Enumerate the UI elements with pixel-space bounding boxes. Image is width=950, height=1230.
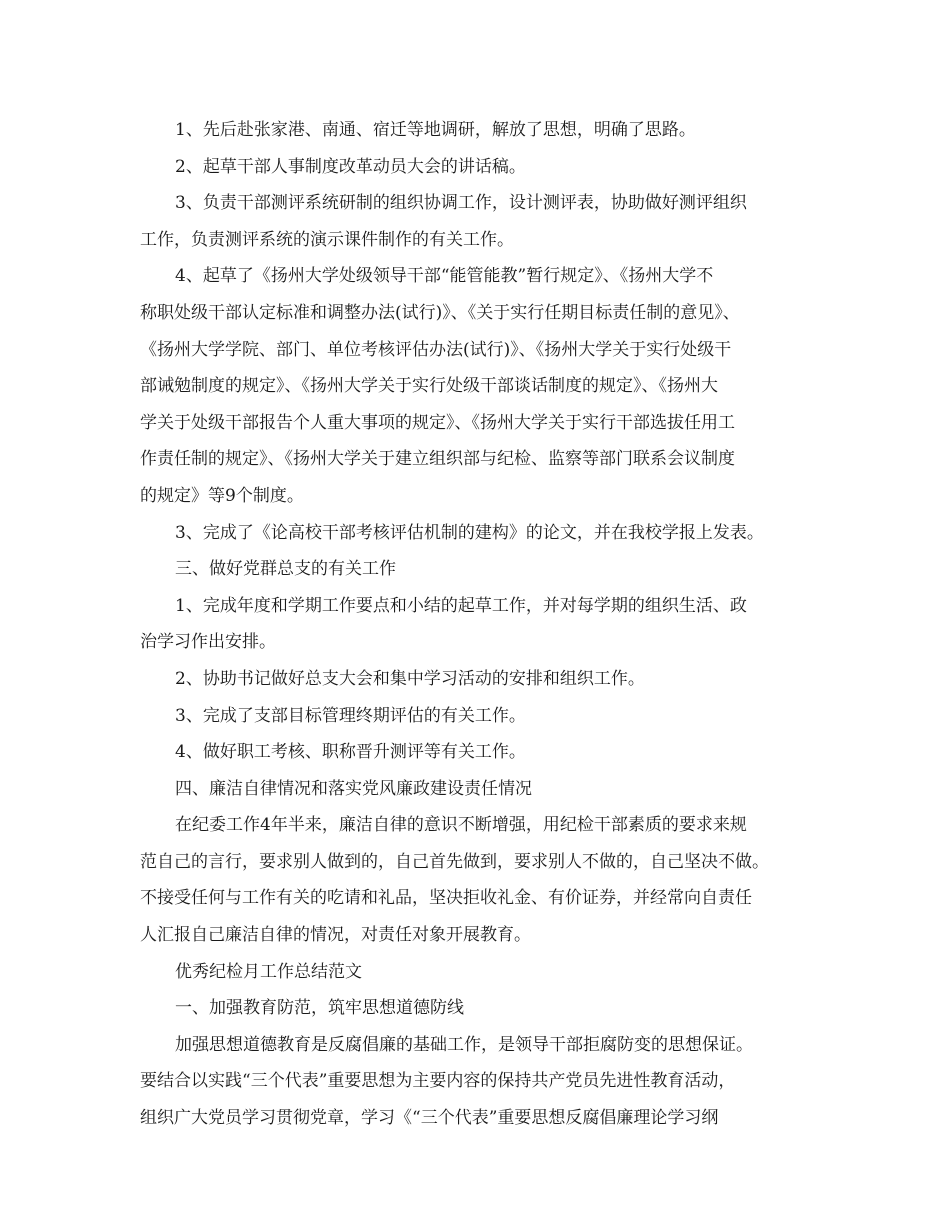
text-line: 3、完成了《论高校干部考核评估机制的建构》的论文，并在我校学报上发表。 xyxy=(175,522,764,543)
text-line: 学关于处级干部报告个人重大事项的规定》、《扬州大学关于实行干部选拔任用工 xyxy=(140,412,735,433)
text-line: 3、负责干部测评系统研制的组织协调工作，设计测评表，协助做好测评组织 xyxy=(175,193,747,214)
text-line: 不接受任何与工作有关的吃请和礼品，坚决拒收礼金、有价证券，并经常向自责任 xyxy=(140,888,752,909)
text-line: 一、加强教育防范，筑牢思想道德防线 xyxy=(175,998,464,1019)
text-line: 作责任制的规定》、《扬州大学关于建立组织部与纪检、监察等部门联系会议制度 xyxy=(140,449,735,470)
text-line: 1、先后赴张家港、南通、宿迁等地调研，解放了思想，明确了思路。 xyxy=(175,120,696,140)
text-line: 《扬州大学学院、部门、单位考核评估办法(试行)》、《扬州大学关于实行处级干 xyxy=(140,339,732,360)
text-line: 组织广大党员学习贯彻党章，学习《“三个代表”重要思想反腐倡廉理论学习纲 xyxy=(140,1108,719,1129)
text-line: 4、起草了《扬州大学处级领导干部“能管能教”暂行规定》、《扬州大学不 xyxy=(175,266,714,287)
text-line: 治学习作出安排。 xyxy=(140,632,276,653)
text-line: 3、完成了支部目标管理终期评估的有关工作。 xyxy=(175,705,526,726)
text-line: 四、廉洁自律情况和落实党风廉政建设责任情况 xyxy=(175,778,532,799)
text-line: 4、做好职工考核、职称晋升测评等有关工作。 xyxy=(175,742,526,763)
text-line: 2、协助书记做好总支大会和集中学习活动的安排和组织工作。 xyxy=(175,668,645,689)
text-line: 优秀纪检月工作总结范文 xyxy=(175,961,362,982)
text-line: 人汇报自己廉洁自律的情况，对责任对象开展教育。 xyxy=(140,925,531,946)
text-line: 加强思想道德教育是反腐倡廉的基础工作，是领导干部拒腐防变的思想保证。 xyxy=(175,1034,753,1055)
text-line: 在纪委工作4年半来，廉洁自律的意识不断增强，用纪检干部素质的要求来规 xyxy=(175,815,747,836)
text-line: 称职处级干部认定标准和调整办法(试行)》、《关于实行任期目标责任制的意见》、 xyxy=(140,302,740,323)
text-line: 三、做好党群总支的有关工作 xyxy=(175,559,396,580)
text-line: 2、起草干部人事制度改革动员大会的讲话稿。 xyxy=(175,156,526,177)
text-line: 范自己的言行，要求别人做到的，自己首先做到，要求别人不做的，自己坚决不做。 xyxy=(140,851,769,872)
text-line: 部诫勉制度的规定》、《扬州大学关于实行处级干部谈话制度的规定》、《扬州大 xyxy=(140,376,718,397)
text-line: 1、完成年度和学期工作要点和小结的起草工作，并对每学期的组织生活、政 xyxy=(175,595,747,616)
document-body xyxy=(140,112,840,1137)
text-line: 工作，负责测评系统的演示课件制作的有关工作。 xyxy=(140,229,514,250)
text-line: 的规定》等9个制度。 xyxy=(140,485,304,506)
text-line: 要结合以实践“三个代表”重要思想为主要内容的保持共产党员先进性教育活动， xyxy=(140,1071,736,1092)
